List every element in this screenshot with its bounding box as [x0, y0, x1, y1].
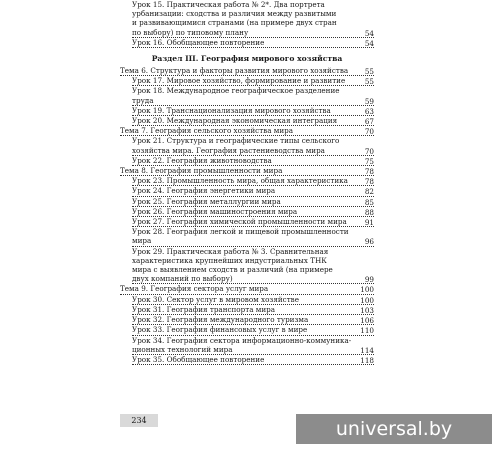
- toc-entry: [120, 207, 374, 217]
- toc-entry: [120, 38, 374, 48]
- toc-entry-line: Тема 8. География промышленности мира: [120, 166, 283, 176]
- toc-entry: [120, 227, 374, 246]
- toc-entry-page: 85: [364, 197, 374, 207]
- watermark: universal.by: [296, 414, 492, 444]
- toc-entry: [120, 186, 374, 196]
- toc-entry-page: 78: [364, 167, 374, 177]
- toc-entry-page: 54: [364, 28, 374, 38]
- toc-entry: [120, 305, 374, 315]
- toc-entry: [120, 325, 374, 335]
- toc-entry-page: 100: [360, 295, 374, 305]
- toc-entry-page: 99: [364, 275, 374, 285]
- toc-entry-line: ционных технологий мира: [132, 344, 233, 354]
- toc-entry-line: Урок 34. География сектора информационно-коммуника-: [132, 335, 352, 345]
- toc-entry-line: Урок 15. Практическая работа № 2*. Два портрета: [132, 0, 325, 9]
- toc-entry-title: [132, 295, 374, 305]
- toc-entry-title: [132, 325, 374, 335]
- toc-entry-title: [120, 66, 374, 76]
- toc-entry-title: [132, 227, 374, 246]
- toc-entry-page: 59: [364, 96, 374, 106]
- toc-entry: [120, 315, 374, 325]
- toc-entry: [120, 0, 374, 38]
- toc-entry-page: 100: [360, 285, 374, 295]
- toc-entry-line: и развивающимися странами (на примере двух стран: [132, 18, 337, 28]
- toc-entry: [120, 126, 374, 136]
- toc-entry-line: Урок 21. Структура и географические типы сельского: [132, 136, 340, 146]
- toc-entry-title: [120, 126, 374, 136]
- toc-entry-title: [132, 186, 374, 196]
- toc-entry-title: [132, 116, 374, 126]
- toc-entry: [120, 166, 374, 176]
- toc-entry-line: Урок 30. Сектор услуг в мировом хозяйстве: [132, 294, 299, 304]
- toc-entry-line: Урок 25. География металлургии мира: [132, 196, 281, 206]
- toc-entry-line: мира с выявлением сходств и различий (на примере: [132, 265, 333, 275]
- toc-entry-page: 110: [360, 326, 374, 336]
- toc-entry-title: [120, 166, 374, 176]
- toc-entry-page: 63: [364, 106, 374, 116]
- toc-entry: [120, 176, 374, 186]
- toc-entry-title: [132, 336, 374, 355]
- toc-entry-line: хозяйства мира. География растениеводства мира: [132, 145, 325, 155]
- toc-entry-line: Урок 27. География химической промышленности мира: [132, 217, 347, 227]
- toc-entry: [120, 66, 374, 76]
- toc-entry-page: 88: [364, 207, 374, 217]
- toc-entry: [120, 156, 374, 166]
- toc-entry-page: 67: [364, 117, 374, 127]
- toc-entry-line: Урок 17. Мировое хозяйство, формирование и развитие: [132, 76, 346, 86]
- toc-entry-line: Тема 6. Структура и факторы развития мирового хозяйства: [120, 66, 349, 76]
- toc-entry: [120, 217, 374, 227]
- toc-entry: [120, 197, 374, 207]
- toc-entry-page: 54: [364, 38, 374, 48]
- toc-entry-line: Урок 28. География легкой и пищевой промышленности мира: [132, 227, 349, 246]
- toc-entry-line: Урок 24. География энергетики мира: [132, 186, 276, 196]
- toc-entry-title: [132, 106, 374, 116]
- toc-entry-title: [132, 355, 374, 365]
- toc-entry: [120, 247, 374, 285]
- toc-entry-line: двух компаний по выбору): [132, 274, 233, 284]
- toc-entry-line: Урок 33. География финансовых услуг в мире: [132, 325, 308, 335]
- toc-entry-title: [132, 86, 374, 105]
- toc-entry-line: Урок 26. География машиностроения мира: [132, 206, 298, 216]
- toc-entry-line: Урок 20. Международная экономическая интеграция: [132, 116, 338, 126]
- toc-entry-title: [132, 156, 374, 166]
- toc-entry: [120, 336, 374, 355]
- toc-entry-page: 114: [360, 345, 374, 355]
- toc-top-list: [120, 0, 374, 48]
- toc-entry-title: [132, 315, 374, 325]
- toc-entry-line: по выбору) по типовому плану: [132, 27, 249, 37]
- toc-entry: [120, 76, 374, 86]
- toc-entry-line: Урок 35. Обобщающее повторение: [132, 354, 265, 364]
- toc-entry-page: 70: [364, 127, 374, 137]
- toc-entry-title: [132, 247, 374, 285]
- toc-entry-title: [132, 207, 374, 217]
- toc-entry-line: Урок 16. Обобщающее повторение: [132, 37, 265, 47]
- toc-entry-line: характеристика крупнейших индустриальных ТНК: [132, 255, 327, 265]
- toc-entry-page: 118: [360, 355, 374, 365]
- toc-entry-title: [120, 284, 374, 294]
- toc-entry-page: 91: [364, 218, 374, 228]
- toc-entry-page: 75: [364, 156, 374, 166]
- toc-entry-line: Урок 18. Международное географическое разделение труда: [132, 86, 340, 105]
- toc-entry-page: 55: [364, 67, 374, 77]
- toc-entry-page: 96: [364, 237, 374, 247]
- toc-entry: [120, 86, 374, 105]
- toc-entry-title: [132, 305, 374, 315]
- toc-entry-title: [132, 217, 374, 227]
- toc-entry-title: [132, 0, 374, 38]
- toc-main-list: [120, 66, 374, 365]
- toc-entry-page: 103: [360, 305, 374, 315]
- toc-entry-page: 70: [364, 146, 374, 156]
- toc-entry: [120, 295, 374, 305]
- toc-entry-title: [132, 76, 374, 86]
- toc-entry-line: Тема 7. География сельского хозяйства мира: [120, 126, 294, 136]
- toc-entry-line: Урок 22. География животноводства: [132, 155, 272, 165]
- toc-entry: [120, 284, 374, 294]
- toc-entry-line: Урок 19. Транснационализация мирового хозяйства: [132, 105, 331, 115]
- toc-entry: [120, 116, 374, 126]
- toc-entry-title: [132, 176, 374, 186]
- toc-entry-title: [132, 38, 374, 48]
- toc-entry-line: Урок 32. География международного туризма: [132, 315, 309, 325]
- toc-entry-line: Урок 29. Практическая работа № 3. Сравнительная: [132, 246, 329, 256]
- toc-entry-page: 55: [364, 77, 374, 87]
- toc-entry-page: 106: [360, 316, 374, 326]
- toc-entry-page: 82: [364, 187, 374, 197]
- section-heading: Раздел III. География мирового хозяйства: [151, 54, 343, 64]
- toc-entry: [120, 355, 374, 365]
- toc-entry-line: Урок 23. Промышленность мира, общая характеристика: [132, 176, 348, 186]
- toc-entry-title: [132, 197, 374, 207]
- toc-entry-line: Урок 31. География транспорта мира: [132, 304, 276, 314]
- toc-entry-line: Тема 9. География сектора услуг мира: [120, 284, 269, 294]
- page-number: 234: [120, 414, 158, 427]
- toc-entry: [120, 136, 374, 155]
- toc-entry-line: урбанизации: сходства и различия между развитыми: [132, 9, 337, 19]
- toc-entry-title: [132, 136, 374, 155]
- table-of-contents: [120, 0, 374, 365]
- toc-entry: [120, 106, 374, 116]
- toc-entry-page: 78: [364, 177, 374, 187]
